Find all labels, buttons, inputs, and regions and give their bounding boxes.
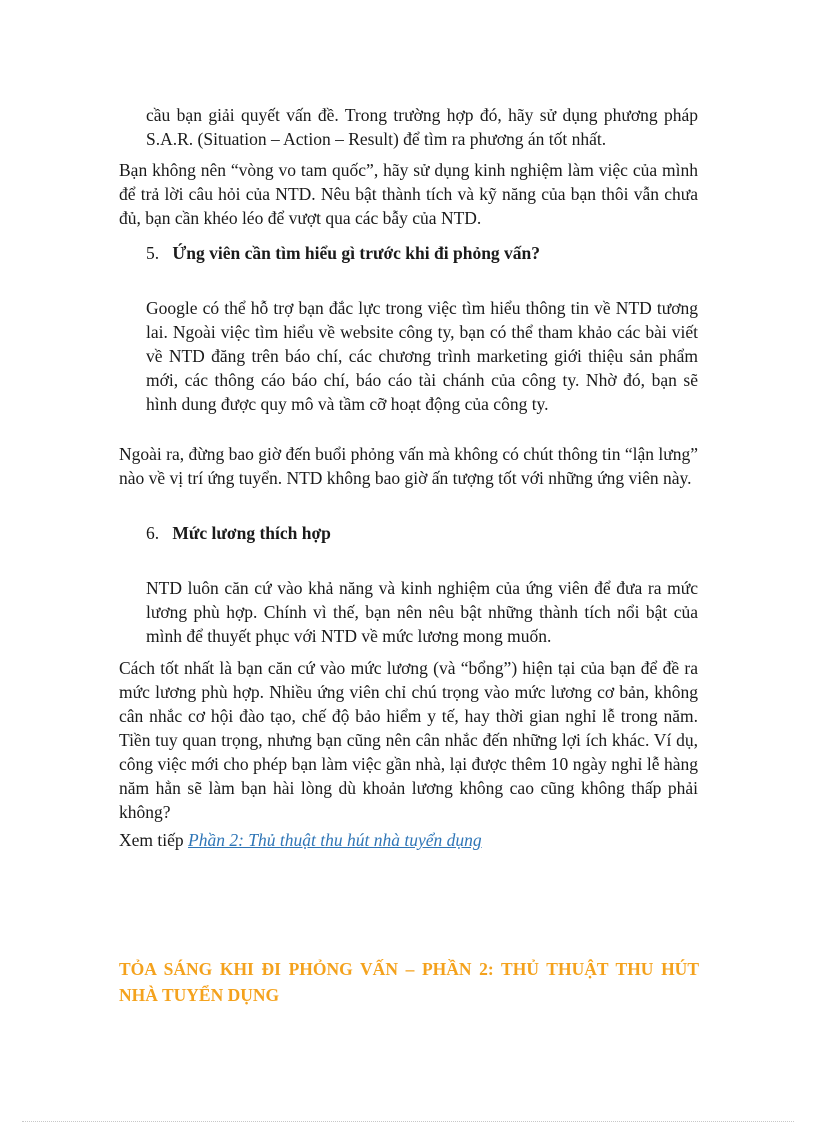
heading-6-text: Mức lương thích hợp: [172, 523, 331, 543]
part-2-link[interactable]: Phần 2: Thủ thuật thu hút nhà tuyển dụng: [188, 830, 482, 850]
heading-5-text: Ứng viên cần tìm hiểu gì trước khi đi phỏng vấn?: [172, 243, 541, 263]
see-more-prefix: Xem tiếp: [119, 830, 189, 850]
heading-6: [146, 521, 331, 545]
paragraph-position-info: Ngoài ra, đừng bao giờ đến buổi phỏng vấn mà không có chút thông tin “lận lưng” nào về vị trí ứng tuyển. NTD không bao giờ ấn tượng tốt với những ứng viên này.: [119, 444, 698, 488]
paragraph-sar-method: cầu bạn giải quyết vấn đề. Trong trường hợp đó, hãy sử dụng phương pháp S.A.R. (Situation – Action – Result) để tìm ra phương án tốt nhất.: [146, 105, 698, 149]
paragraph-experience: Bạn không nên “vòng vo tam quốc”, hãy sử dụng kinh nghiệm làm việc của mình để trả lời câu hỏi của NTD. Nêu bật thành tích và kỹ năng của bạn thôi vẫn chưa đủ, bạn cần khéo léo để vượt qua các bẫy của NTD.: [119, 160, 698, 228]
paragraph-research: Google có thể hỗ trợ bạn đắc lực trong việc tìm hiểu thông tin về NTD tương lai. Ngoài việc tìm hiểu về website công ty, bạn có thể tham khảo các bài viết về NTD đăng trên báo chí, các chương trình marketing giới thiệu sản phẩm mới, các thông cáo báo chí, báo cáo tài chánh của công ty. Nhờ đó, bạn sẽ hình dung được quy mô và tầm cỡ hoạt động của công ty.: [146, 298, 698, 414]
heading-6-number: 6.: [146, 523, 160, 543]
section-title: TỎA SÁNG KHI ĐI PHỎNG VẤN – PHẦN 2: THỦ THUẬT THU HÚT NHÀ TUYỂN DỤNG: [119, 959, 699, 1005]
heading-5: [146, 241, 540, 265]
paragraph-salary-basis: NTD luôn căn cứ vào khả năng và kinh nghiệm của ứng viên để đưa ra mức lương phù hợp. Chính vì thế, bạn nên nêu bật những thành tích nổi bật của mình để thuyết phục với NTD về mức lương mong muốn.: [146, 578, 698, 646]
paragraph-salary-advice: Cách tốt nhất là bạn căn cứ vào mức lương (và “bổng”) hiện tại của bạn để đề ra mức lương phù hợp. Nhiều ứng viên chỉ chú trọng vào mức lương cơ bản, không cân nhắc cơ hội đào tạo, chế độ bảo hiểm y tế, hay thời gian nghỉ lễ trong năm. Tiền tuy quan trọng, nhưng bạn cũng nên cân nhắc đến những lợi ích khác. Ví dụ, công việc mới cho phép bạn làm việc gần nhà, lại được thêm 10 ngày nghỉ lễ hàng năm hẳn sẽ làm bạn hài lòng dù khoản lương không cao cũng không thấp phải không?: [119, 658, 698, 822]
heading-5-number: 5.: [146, 243, 160, 263]
page-bottom-border: [22, 1121, 794, 1122]
see-more-line: [119, 828, 482, 852]
